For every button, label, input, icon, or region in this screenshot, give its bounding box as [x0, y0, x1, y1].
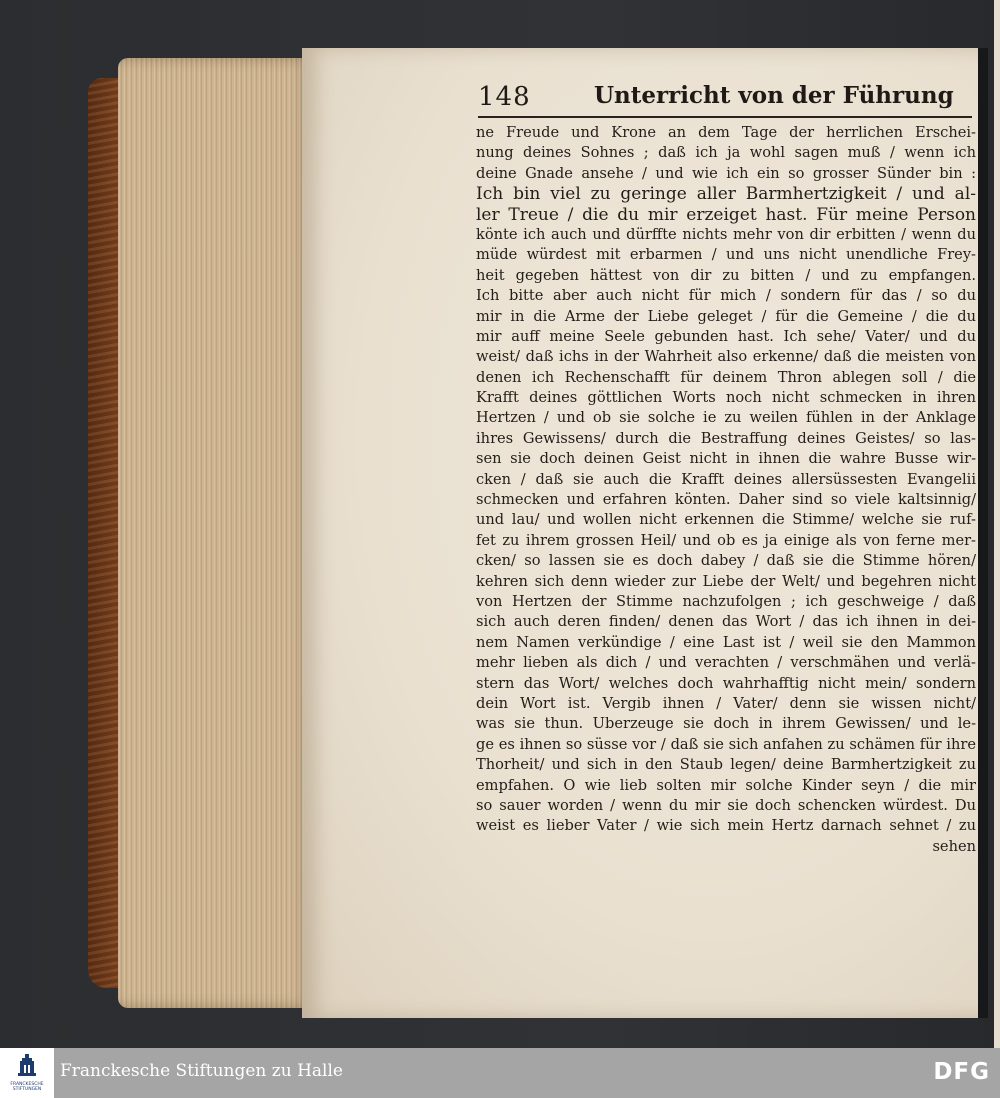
- page-number: 148: [478, 82, 531, 112]
- header-rule: [478, 116, 972, 118]
- text-line: so sauer worden / wenn du mir sie doch schencken würdest. Du: [476, 796, 976, 814]
- text-line: Krafft deines göttlichen Worts noch nicht schmecken in ihren: [476, 389, 976, 407]
- text-line: Ich bin viel zu geringe aller Barmhertzigkeit / und al-: [476, 184, 976, 205]
- page-edge-shadow: [978, 48, 988, 1018]
- text-line: nung deines Sohnes ; daß ich ja wohl sagen muß / wenn ich: [476, 144, 976, 162]
- institution-name[interactable]: Franckesche Stiftungen zu Halle: [60, 1061, 343, 1081]
- logo-caption-line2: STIFTUNGEN: [12, 1087, 42, 1092]
- running-title: Unterricht von der Führung: [594, 82, 954, 109]
- text-line: mir in die Arme der Liebe geleget / für die Gemeine / die du: [476, 307, 976, 325]
- text-line: schmecken und erfahren könten. Daher sind so viele kaltsinnig/: [476, 491, 976, 509]
- viewer-footer-bar: [0, 1048, 1000, 1098]
- page-edges: [118, 58, 313, 1008]
- page-text-block: [476, 123, 976, 857]
- text-line: mehr lieben als dich / und verachten / verschmähen und verlä-: [476, 654, 976, 672]
- text-line: könte ich auch und dürffte nichts mehr von dir erbitten / wenn du: [476, 225, 976, 243]
- text-line: ler Treue / die du mir erzeiget hast. Für meine Person: [476, 204, 976, 225]
- text-line: ge es ihnen so süsse vor / daß sie sich anfahen zu schämen für ihre: [476, 735, 976, 753]
- text-line: Ich bitte aber auch nicht für mich / sondern für das / so du: [476, 287, 976, 305]
- institution-logo[interactable]: [0, 1048, 54, 1098]
- text-line: dein Wort ist. Vergib ihnen / Vater/ denn sie wissen nicht/: [476, 694, 976, 712]
- text-line: was sie thun. Uberzeuge sie doch in ihrem Gewissen/ und le-: [476, 715, 976, 733]
- text-line: cken / daß sie auch die Krafft deines allersüssesten Evangelii: [476, 470, 976, 488]
- text-line: sich auch deren finden/ denen das Wort / das ich ihnen in dei-: [476, 613, 976, 631]
- text-line: stern das Wort/ welches doch wahrhafftig nicht mein/ sondern: [476, 674, 976, 692]
- text-line: fet zu ihrem grossen Heil/ und ob es ja einige als von ferne mer-: [476, 531, 976, 549]
- text-line: kehren sich denn wieder zur Liebe der Welt/ und begehren nicht: [476, 572, 976, 590]
- text-line: weist es lieber Vater / wie sich mein Hertz darnach sehnet / zu: [476, 817, 976, 835]
- text-line: heit gegeben hättest von dir zu bitten / und zu empfangen.: [476, 266, 976, 284]
- facing-page-sliver: [994, 0, 1000, 1048]
- text-line: nem Namen verkündige / eine Last ist / weil sie den Mammon: [476, 633, 976, 651]
- text-line: sen sie doch deinen Geist nicht in ihnen die wahre Busse wir-: [476, 450, 976, 468]
- running-header: [478, 82, 972, 118]
- text-line: denen ich Rechenschafft für deinem Thron ablegen soll / die: [476, 368, 976, 386]
- text-line: deine Gnade ansehe / und wie ich ein so grosser Sünder bin :: [476, 164, 976, 182]
- text-line: ne Freude und Krone an dem Tage der herrlichen Erschei-: [476, 124, 976, 141]
- text-line: von Hertzen der Stimme nachzufolgen ; ich geschweige / daß: [476, 592, 976, 610]
- logo-caption: [0, 1082, 54, 1092]
- text-line: sehen: [932, 837, 976, 855]
- text-line: und lau/ und wollen nicht erkennen die Stimme/ welche sie ruf-: [476, 511, 976, 529]
- text-line: weist/ daß ichs in der Wahrheit also erkenne/ daß die meisten von: [476, 348, 976, 366]
- text-line: ihres Gewissens/ durch die Bestraffung deines Geistes/ so las-: [476, 429, 976, 447]
- text-line: Thorheit/ und sich in den Staub legen/ deine Barmhertzigkeit zu: [476, 756, 976, 774]
- text-line: cken/ so lassen sie es doch dabey / daß sie die Stimme hören/: [476, 552, 976, 570]
- text-line: Hertzen / und ob sie solche ie zu weilen fühlen in der Anklage: [476, 409, 976, 427]
- logo-caption-line1: FRANCKESCHE: [10, 1082, 44, 1087]
- franckesche-stiftungen-logo-icon: [18, 1054, 36, 1076]
- dfg-logo[interactable]: DFG: [933, 1059, 990, 1085]
- text-line: müde würdest mit erbarmen / und uns nicht unendliche Frey-: [476, 246, 976, 264]
- text-line: mir auff meine Seele gebunden hast. Ich sehe/ Vater/ und du: [476, 327, 976, 345]
- text-line: empfahen. O wie lieb solten mir solche Kinder seyn / die mir: [476, 776, 976, 794]
